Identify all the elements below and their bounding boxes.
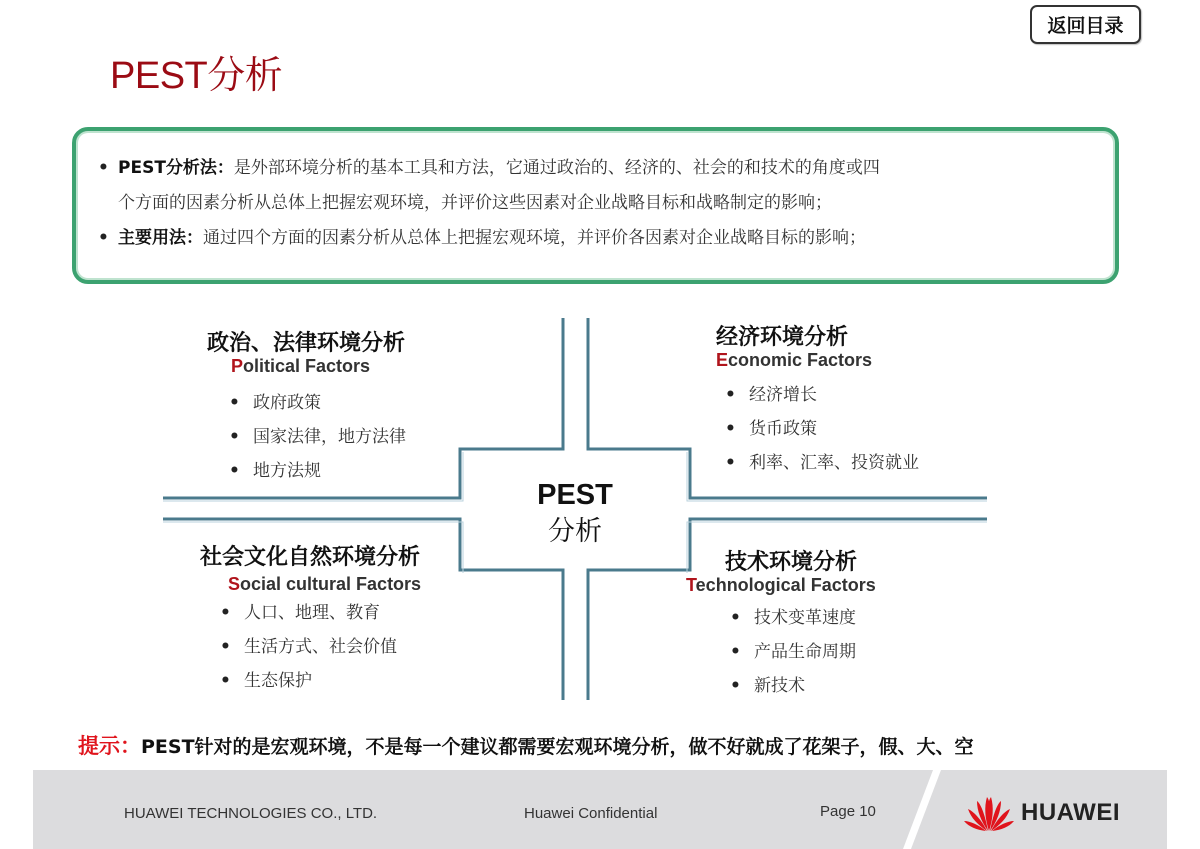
economic-list [725,378,919,480]
list-item: • 地方法规 [229,454,406,488]
list-item: • 利率、汇率、投资就业 [725,446,919,480]
social-title: 社会文化自然环境分析 [200,545,421,570]
political-initial: P [231,356,244,376]
list-item: • 生态保护 [220,664,397,698]
tip-text: PEST针对的是宏观环境，不是每一个建议都需要宏观环境分析，做不好就成了花架子，假、大、空 [141,736,974,758]
footer-slash-divider [903,770,943,849]
summary-text: 个方面的因素分析从总体上把握宏观环境，并评价这些因素对企业战略目标和战略制定的影响； [118,193,832,213]
summary-item-pest-method [98,151,1095,186]
technological-initial: T [686,575,696,595]
center-label-en: PEST [537,479,613,511]
technological-list [730,601,856,703]
political-list [229,386,406,488]
tip-label: 提示： [78,734,141,758]
summary-box [72,127,1119,284]
summary-item-main-usage [98,221,1095,256]
list-item: • 经济增长 [725,378,919,412]
bullet-icon: • [98,228,109,248]
footer-company: HUAWEI TECHNOLOGIES CO., LTD. [124,805,378,822]
list-item: • 生活方式、社会价值 [220,630,397,664]
list-item: • 新技术 [730,669,856,703]
technological-subtitle: Technological Factors [686,575,876,595]
tip-note [78,730,974,760]
economic-title: 经济环境分析 [716,325,849,350]
list-item: • 国家法律，地方法律 [229,420,406,454]
summary-text: 是外部环境分析的基本工具和方法，它通过政治的、经济的、社会的和技术的角度或四 [233,158,880,178]
social-initial: S [228,574,241,594]
back-to-contents-button[interactable]: 返回目录 [1030,5,1141,44]
summary-label: 主要用法： [118,228,203,248]
bullet-icon: • [98,158,109,178]
social-subtitle: Social cultural Factors [228,574,422,594]
technological-title: 技术环境分析 [725,550,858,575]
huawei-logo-text: HUAWEI [1021,799,1120,826]
center-label-zh: 分析 [548,516,602,546]
social-list [220,596,397,698]
political-title: 政治、法律环境分析 [207,331,406,356]
economic-initial: E [716,350,729,370]
political-subtitle: Political Factors [231,356,371,376]
summary-text: 通过四个方面的因素分析从总体上把握宏观环境，并评价各因素对企业战略目标的影响； [203,228,866,248]
footer-page-number: Page 10 [820,803,876,820]
huawei-flower-icon [963,793,1015,833]
list-item: • 人口、地理、教育 [220,596,397,630]
list-item: • 政府政策 [229,386,406,420]
pest-center-label [500,478,650,550]
huawei-logo [963,793,1120,833]
footer-confidential: Huawei Confidential [524,805,658,822]
economic-subtitle: Economic Factors [716,350,873,370]
page-title: PEST分析 [110,55,283,97]
list-item: • 产品生命周期 [730,635,856,669]
list-item: • 技术变革速度 [730,601,856,635]
list-item: • 货币政策 [725,412,919,446]
summary-label: PEST分析法： [118,158,234,178]
summary-item-pest-method-cont [98,186,1095,221]
